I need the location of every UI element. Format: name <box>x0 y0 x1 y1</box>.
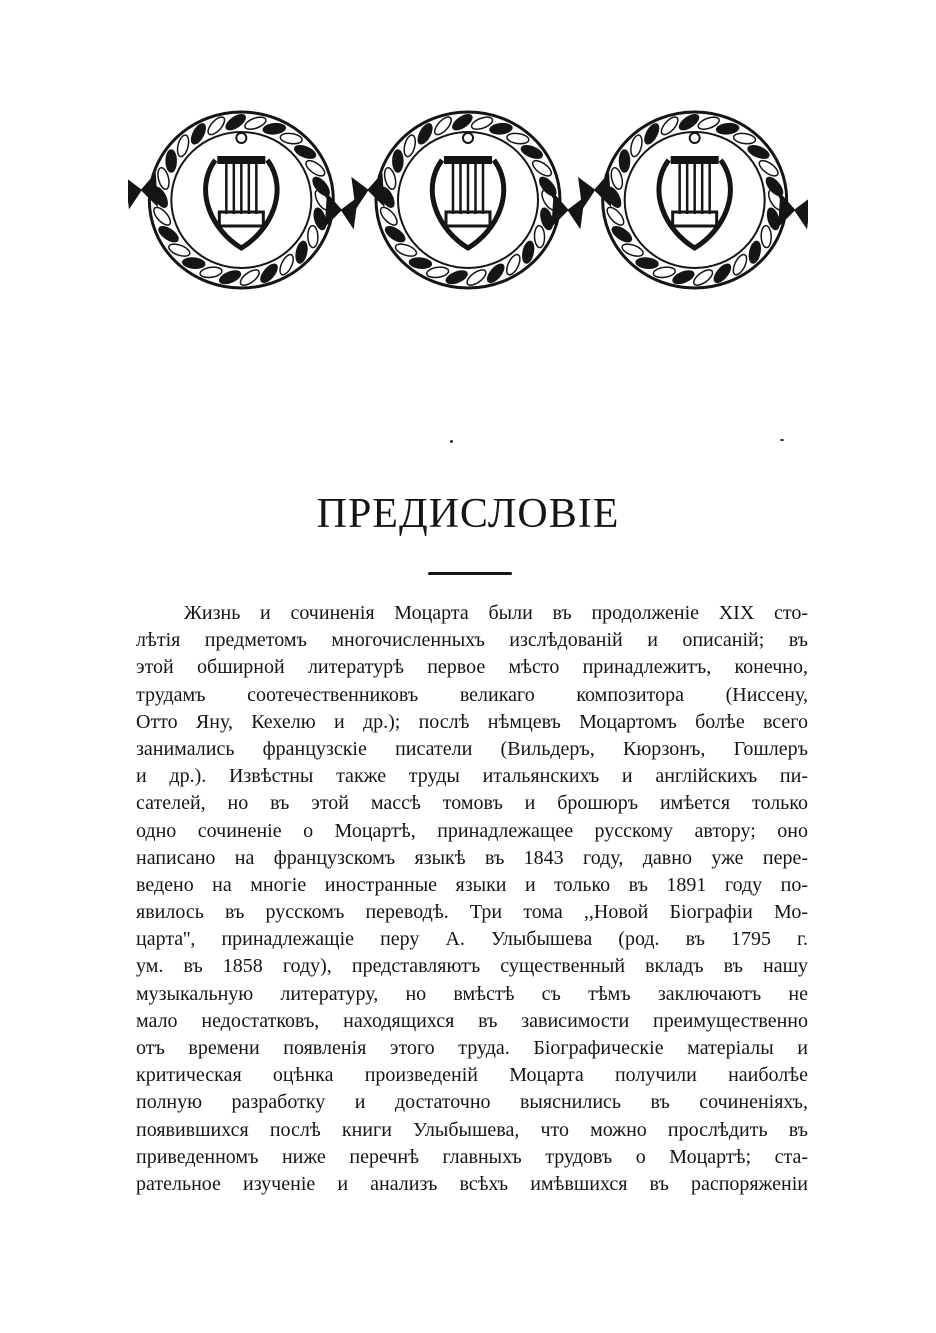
text-line: сателей, но въ этой массѣ томовъ и брошюръ имѣется только <box>136 792 808 815</box>
page-title: ПРЕДИСЛОВІЕ <box>316 491 620 537</box>
text-line: этой обширной литературѣ первое мѣсто принадлежитъ, конечно, <box>136 656 808 679</box>
text-line: явилось въ русскомъ переводѣ. Три тома ,,Новой Біографіи Мо- <box>136 901 808 924</box>
speck <box>450 440 453 443</box>
text-line: лѣтія предметомъ многочисленныхъ изслѣдованій и описаній; въ <box>136 629 808 652</box>
text-line: трудамъ соотечественниковъ великаго композитора (Ниссену, <box>136 683 808 706</box>
lyre-icon <box>432 133 504 248</box>
text-line: мало недостатковъ, находящихся въ зависимости преимущественно <box>136 1009 808 1032</box>
speck <box>780 439 784 441</box>
text-line: занимались французскіе писатели (Вильдеръ, Кюрзонъ, Гошлеръ <box>136 737 808 760</box>
lyre-icon <box>206 133 278 248</box>
text-line: критическая оцѣнка произведеній Моцарта получили наиболѣе <box>136 1064 808 1087</box>
text-line: ум. въ 1858 году), представляютъ существенный вкладъ въ нашу <box>136 955 808 978</box>
ribbon-icon <box>579 174 611 208</box>
body-paragraph <box>136 600 808 1198</box>
text-line: появившихся послѣ книги Улыбышева, что можно прослѣдить въ <box>136 1118 808 1141</box>
text-line: царта'', принадлежащіе перу А. Улыбышева (род. въ 1795 г. <box>136 928 808 951</box>
print-specks <box>0 438 936 446</box>
text-line: рательное изученіе и анализъ всѣхъ имѣвшихся въ распоряженіи <box>136 1172 808 1195</box>
text-line: ведено на многіе иностранные языки и только въ 1891 году по- <box>136 873 808 896</box>
lyre-icon <box>659 133 731 248</box>
text-line: отъ времени появленія этого труда. Біографическіе матеріалы и <box>136 1037 808 1059</box>
title-rule <box>428 572 512 575</box>
text-line: музыкальную литературу, но вмѣстѣ съ тѣмъ заключаютъ не <box>136 982 808 1005</box>
text-line: полную разработку и достаточно выяснились въ сочиненіяхъ, <box>136 1091 808 1114</box>
ribbon-icon <box>128 174 157 208</box>
text-line: Жизнь и сочиненія Моцарта были въ продолженіе XIX сто- <box>184 602 808 624</box>
text-line: Отто Яну, Кехелю и др.); послѣ нѣмцевъ Моцартомъ болѣе всего <box>136 710 808 733</box>
text-line: написано на французскомъ языкѣ въ 1843 году, давно уже пере- <box>136 846 808 869</box>
laurel-lyre-ornament <box>128 100 808 300</box>
text-line: одно сочиненіе о Моцартѣ, принадлежащее русскому автору; оно <box>136 819 808 842</box>
ribbon-icon <box>352 174 384 208</box>
text-line: и др.). Извѣстны также труды итальянскихъ и англійскихъ пи- <box>136 765 808 788</box>
text-line: приведенномъ ниже перечнѣ главныхъ трудовъ о Моцартѣ; ста- <box>136 1145 808 1168</box>
headpiece-ornament <box>128 100 808 300</box>
